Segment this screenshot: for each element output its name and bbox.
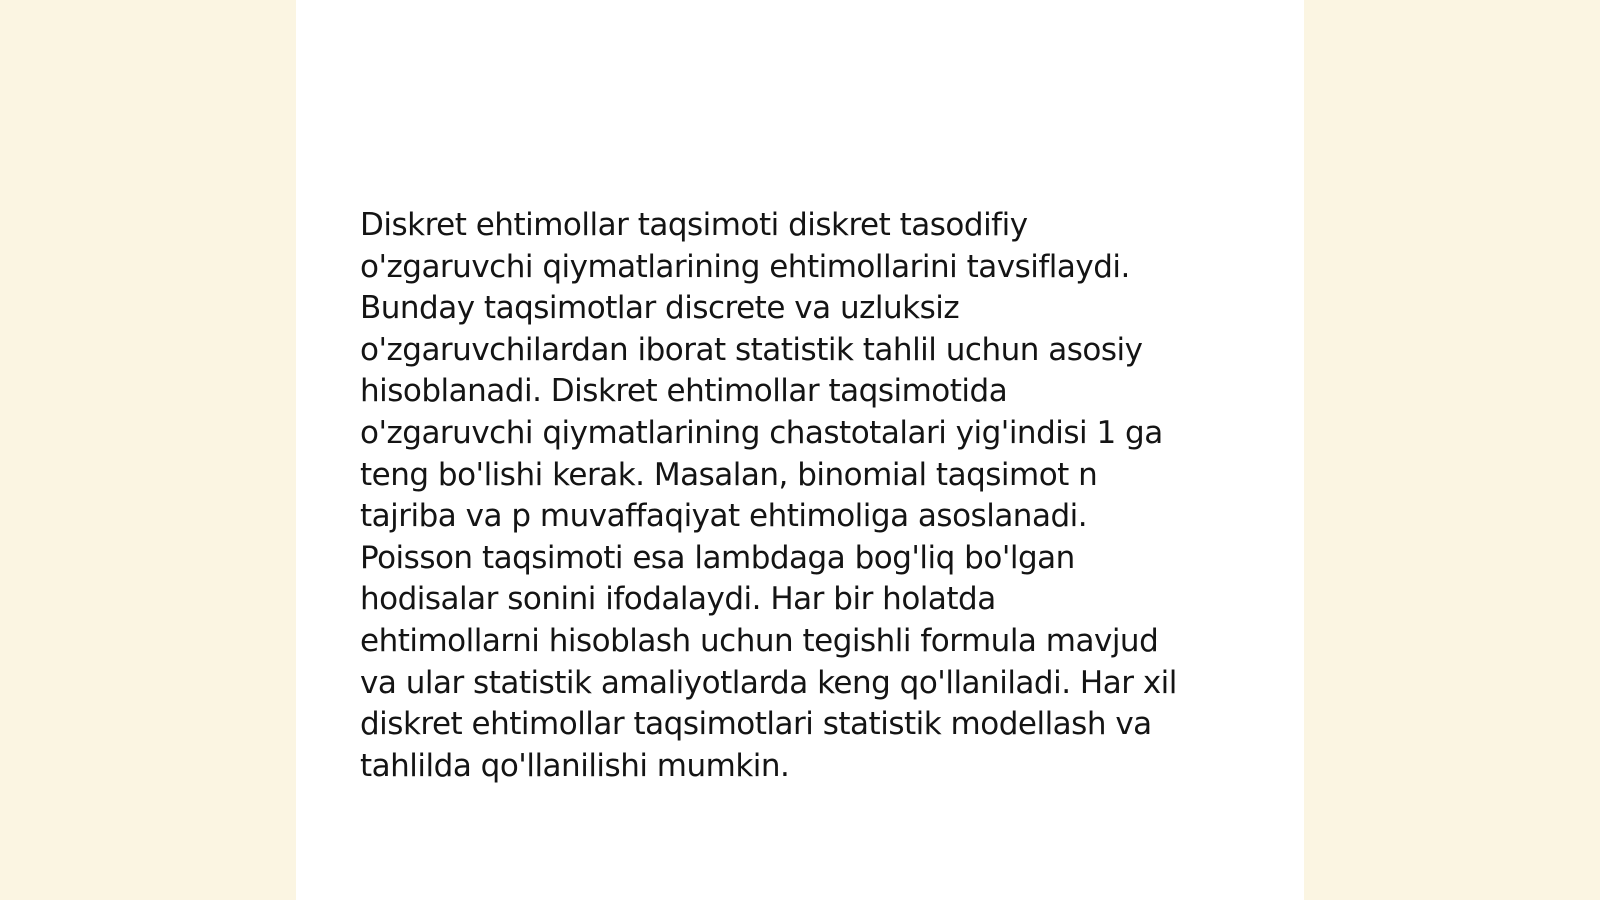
paragraph-line: Diskret ehtimollar taqsimoti diskret tasodifiy <box>360 207 1028 243</box>
paragraph-line: tahlilda qo'llanilishi mumkin. <box>360 747 790 784</box>
left-margin <box>0 0 296 900</box>
paragraph-line: o'zgaruvchi qiymatlarining ehtimollarini tavsiflaydi. <box>360 248 1130 285</box>
paragraph-line: ehtimollarni hisoblash uchun tegishli formula mavjud <box>360 622 1159 659</box>
paragraph-line: Poisson taqsimoti esa lambdaga bog'liq bo'lgan <box>360 539 1075 576</box>
paragraph-line: teng bo'lishi kerak. Masalan, binomial taqsimot n <box>360 456 1098 493</box>
paragraph-line: tajriba va p muvaffaqiyat ehtimoliga asoslanadi. <box>360 498 1088 535</box>
paragraph-line: o'zgaruvchilardan iborat statistik tahlil uchun asosiy <box>360 331 1143 368</box>
paragraph-line: hodisalar sonini ifodalaydi. Har bir holatda <box>360 581 996 618</box>
paragraph-line: Bunday taqsimotlar discrete va uzluksiz <box>360 290 960 327</box>
paragraph-line: diskret ehtimollar taqsimotlari statistik modellash va <box>360 706 1152 743</box>
paragraph-line: va ular statistik amaliyotlarda keng qo'llaniladi. Har xil <box>360 664 1177 701</box>
paragraph-line: hisoblanadi. Diskret ehtimollar taqsimotida <box>360 373 1008 410</box>
paragraph-line: o'zgaruvchi qiymatlarining chastotalari yig'indisi 1 ga <box>360 414 1163 451</box>
right-margin <box>1304 0 1600 900</box>
document-paragraph <box>360 205 1240 787</box>
